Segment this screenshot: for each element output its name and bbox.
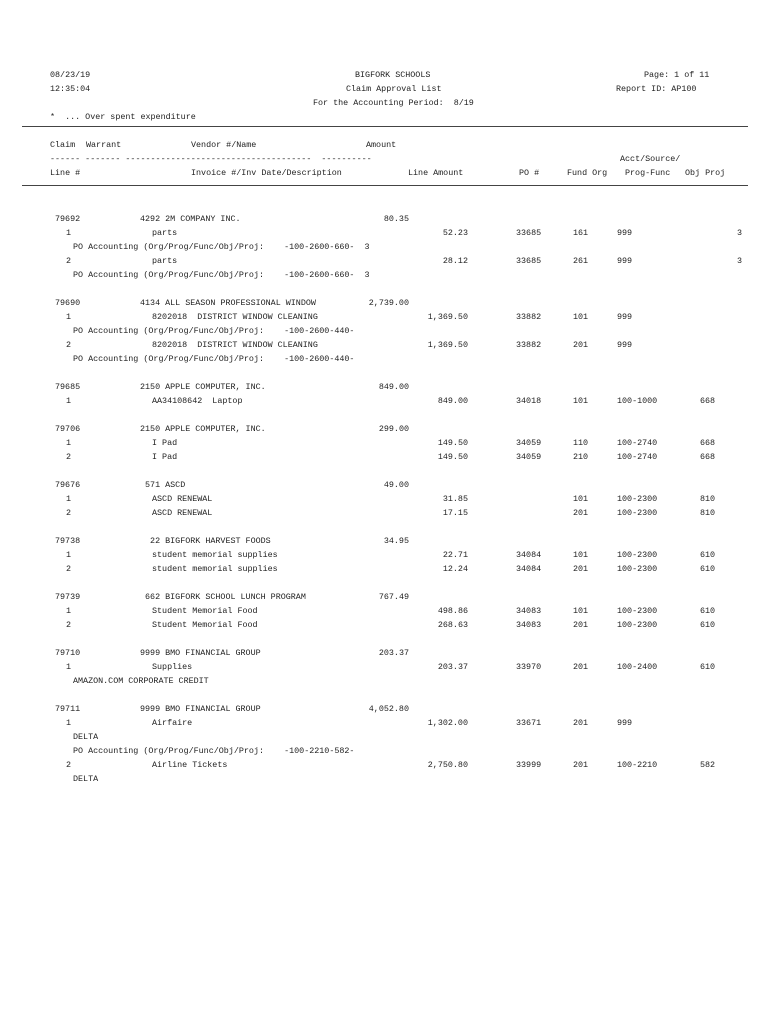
cell-line_amount: 149.50 [437,452,468,462]
cell-prog: 100-2300 [617,606,658,616]
cell-vendor: 571 ASCD [140,480,186,490]
cell-line: 1 [66,550,72,560]
cell-line_amount: 268.63 [437,620,468,630]
cell-po: 34059 [516,438,542,448]
cell-prog: 999 [617,228,633,238]
cell-desc: 8202018 DISTRICT WINDOW CLEANING [152,312,318,322]
cell-desc: AA34108642 Laptop [152,396,243,406]
cell-desc: Student Memorial Food [152,620,258,630]
cell-po: 33685 [516,256,542,266]
cell-desc: Supplies [152,662,193,672]
cell-obj: 610 [700,606,716,616]
cell-prog: 100-2740 [617,452,658,462]
cell-po: 34084 [516,550,542,560]
cell-fund: 110 [573,438,589,448]
cell-fund: 201 [573,340,589,350]
report-id: Report ID: AP100 [616,84,697,94]
col-line: Line # [50,168,81,178]
cell-line_amount: 22.71 [442,550,468,560]
cell-po: 34084 [516,564,542,574]
cell-note: DELTA [73,732,99,742]
cell-line_amount: 1,302.00 [427,718,468,728]
col-obj-proj: Obj Proj [685,168,726,178]
cell-claim: 79706 [55,424,81,434]
cell-amount: 49.00 [383,480,409,490]
col-vendor: Vendor #/Name [191,140,257,150]
cell-amount: 299.00 [378,424,409,434]
cell-prog: 999 [617,718,633,728]
cell-obj: 582 [700,760,716,770]
cell-line: 1 [66,312,72,322]
cell-acct: PO Accounting (Org/Prog/Func/Obj/Proj: -100-2600-440- [73,354,355,364]
cell-fund: 101 [573,606,589,616]
cell-po: 33970 [516,662,542,672]
col-fund-org: Fund Org [567,168,608,178]
cell-line: 1 [66,662,72,672]
cell-desc: I Pad [152,438,178,448]
cell-obj: 668 [700,438,716,448]
cell-vendor: 9999 BMO FINANCIAL GROUP [140,704,261,714]
cell-acct: PO Accounting (Org/Prog/Func/Obj/Proj: -100-2600-440- [73,326,355,336]
cell-vendor: 4292 2M COMPANY INC. [140,214,241,224]
cell-po: 34083 [516,620,542,630]
cell-acct: PO Accounting (Org/Prog/Func/Obj/Proj: -100-2600-660- 3 [73,270,370,280]
cell-line_amount: 498.86 [437,606,468,616]
cell-claim: 79738 [55,536,81,546]
cell-line: 2 [66,620,72,630]
col-acct-source: Acct/Source/ [620,154,681,164]
cell-po: 33685 [516,228,542,238]
cell-obj: 610 [700,620,716,630]
cell-prog: 100-2400 [617,662,658,672]
cell-line: 1 [66,606,72,616]
cell-desc: ASCD RENEWAL [152,508,213,518]
cell-amount: 34.95 [383,536,409,546]
cell-po: 34018 [516,396,542,406]
cell-desc: student memorial supplies [152,564,278,574]
cell-prog: 100-2300 [617,564,658,574]
col-line-amount: Line Amount [408,168,464,178]
cell-desc: parts [152,228,178,238]
cell-proj: 3 [736,228,742,238]
cell-fund: 201 [573,564,589,574]
cell-claim: 79685 [55,382,81,392]
cell-line: 1 [66,494,72,504]
cell-line: 2 [66,256,72,266]
cell-fund: 101 [573,312,589,322]
col-warrant: Warrant [86,140,122,150]
cell-vendor: 2150 APPLE COMPUTER, INC. [140,424,266,434]
cell-fund: 201 [573,620,589,630]
cell-claim: 79676 [55,480,81,490]
cell-line_amount: 1,369.50 [427,340,468,350]
cell-prog: 100-2740 [617,438,658,448]
cell-line: 1 [66,718,72,728]
col-invoice: Invoice #/Inv Date/Description [191,168,342,178]
cell-line_amount: 2,750.80 [427,760,468,770]
cell-obj: 810 [700,494,716,504]
page-number: Page: 1 of 11 [644,70,710,80]
cell-obj: 810 [700,508,716,518]
cell-prog: 100-1000 [617,396,658,406]
cell-fund: 101 [573,550,589,560]
divider [22,185,748,186]
cell-amount: 849.00 [378,382,409,392]
cell-line_amount: 17.15 [442,508,468,518]
cell-amount: 203.37 [378,648,409,658]
cell-vendor: 22 BIGFORK HARVEST FOODS [140,536,271,546]
accounting-period: For the Accounting Period: 8/19 [313,98,474,108]
cell-obj: 668 [700,396,716,406]
cell-desc: parts [152,256,178,266]
divider [22,126,748,127]
cell-line: 1 [66,438,72,448]
cell-obj: 610 [700,662,716,672]
cell-po: 33882 [516,340,542,350]
cell-line: 2 [66,340,72,350]
cell-desc: Student Memorial Food [152,606,258,616]
cell-note: DELTA [73,774,99,784]
cell-amount: 767.49 [378,592,409,602]
cell-note: AMAZON.COM CORPORATE CREDIT [73,676,209,686]
cell-line_amount: 28.12 [442,256,468,266]
cell-claim: 79692 [55,214,81,224]
cell-amount: 2,739.00 [368,298,409,308]
legend-note: * ... Over spent expenditure [50,112,196,122]
cell-line: 2 [66,564,72,574]
col-amount: Amount [366,140,397,150]
cell-fund: 201 [573,760,589,770]
cell-line: 1 [66,396,72,406]
cell-vendor: 662 BIGFORK SCHOOL LUNCH PROGRAM [140,592,306,602]
report-date: 08/23/19 [50,70,91,80]
cell-prog: 100-2300 [617,494,658,504]
cell-desc: ASCD RENEWAL [152,494,213,504]
report-time: 12:35:04 [50,84,91,94]
cell-line: 2 [66,760,72,770]
cell-fund: 161 [573,228,589,238]
cell-obj: 668 [700,452,716,462]
cell-fund: 101 [573,396,589,406]
cell-line_amount: 1,369.50 [427,312,468,322]
cell-fund: 201 [573,508,589,518]
cell-po: 33999 [516,760,542,770]
cell-po: 34059 [516,452,542,462]
cell-fund: 201 [573,718,589,728]
cell-prog: 100-2300 [617,550,658,560]
cell-line_amount: 31.85 [442,494,468,504]
cell-proj: 3 [736,256,742,266]
cell-claim: 79710 [55,648,81,658]
cell-prog: 100-2300 [617,508,658,518]
report-title: Claim Approval List [346,84,442,94]
cell-prog: 100-2300 [617,620,658,630]
cell-po: 33882 [516,312,542,322]
cell-line_amount: 12.24 [442,564,468,574]
cell-desc: 8202018 DISTRICT WINDOW CLEANING [152,340,318,350]
cell-po: 33671 [516,718,542,728]
cell-obj: 610 [700,550,716,560]
cell-fund: 210 [573,452,589,462]
cell-desc: student memorial supplies [152,550,278,560]
col-dashes: ------ ------- ------------------------------------- ---------- [50,154,372,164]
cell-amount: 80.35 [383,214,409,224]
cell-po: 34083 [516,606,542,616]
cell-prog: 100-2210 [617,760,658,770]
cell-line: 1 [66,228,72,238]
cell-vendor: 2150 APPLE COMPUTER, INC. [140,382,266,392]
cell-amount: 4,052.80 [368,704,409,714]
cell-line_amount: 203.37 [437,662,468,672]
cell-prog: 999 [617,312,633,322]
cell-vendor: 4134 ALL SEASON PROFESSIONAL WINDOW [140,298,316,308]
cell-acct: PO Accounting (Org/Prog/Func/Obj/Proj: -100-2600-660- 3 [73,242,370,252]
cell-fund: 261 [573,256,589,266]
cell-line: 2 [66,452,72,462]
col-po: PO # [519,168,540,178]
cell-fund: 201 [573,662,589,672]
cell-acct: PO Accounting (Org/Prog/Func/Obj/Proj: -100-2210-582- [73,746,355,756]
cell-obj: 610 [700,564,716,574]
cell-desc: Airfaire [152,718,193,728]
cell-claim: 79711 [55,704,81,714]
cell-desc: I Pad [152,452,178,462]
cell-claim: 79739 [55,592,81,602]
col-prog-func: Prog-Func [625,168,671,178]
cell-line_amount: 52.23 [442,228,468,238]
cell-claim: 79690 [55,298,81,308]
cell-vendor: 9999 BMO FINANCIAL GROUP [140,648,261,658]
cell-line_amount: 849.00 [437,396,468,406]
cell-desc: Airline Tickets [152,760,228,770]
cell-line: 2 [66,508,72,518]
col-claim: Claim [50,140,76,150]
cell-prog: 999 [617,340,633,350]
cell-fund: 101 [573,494,589,504]
organization-name: BIGFORK SCHOOLS [355,70,431,80]
cell-prog: 999 [617,256,633,266]
cell-line_amount: 149.50 [437,438,468,448]
